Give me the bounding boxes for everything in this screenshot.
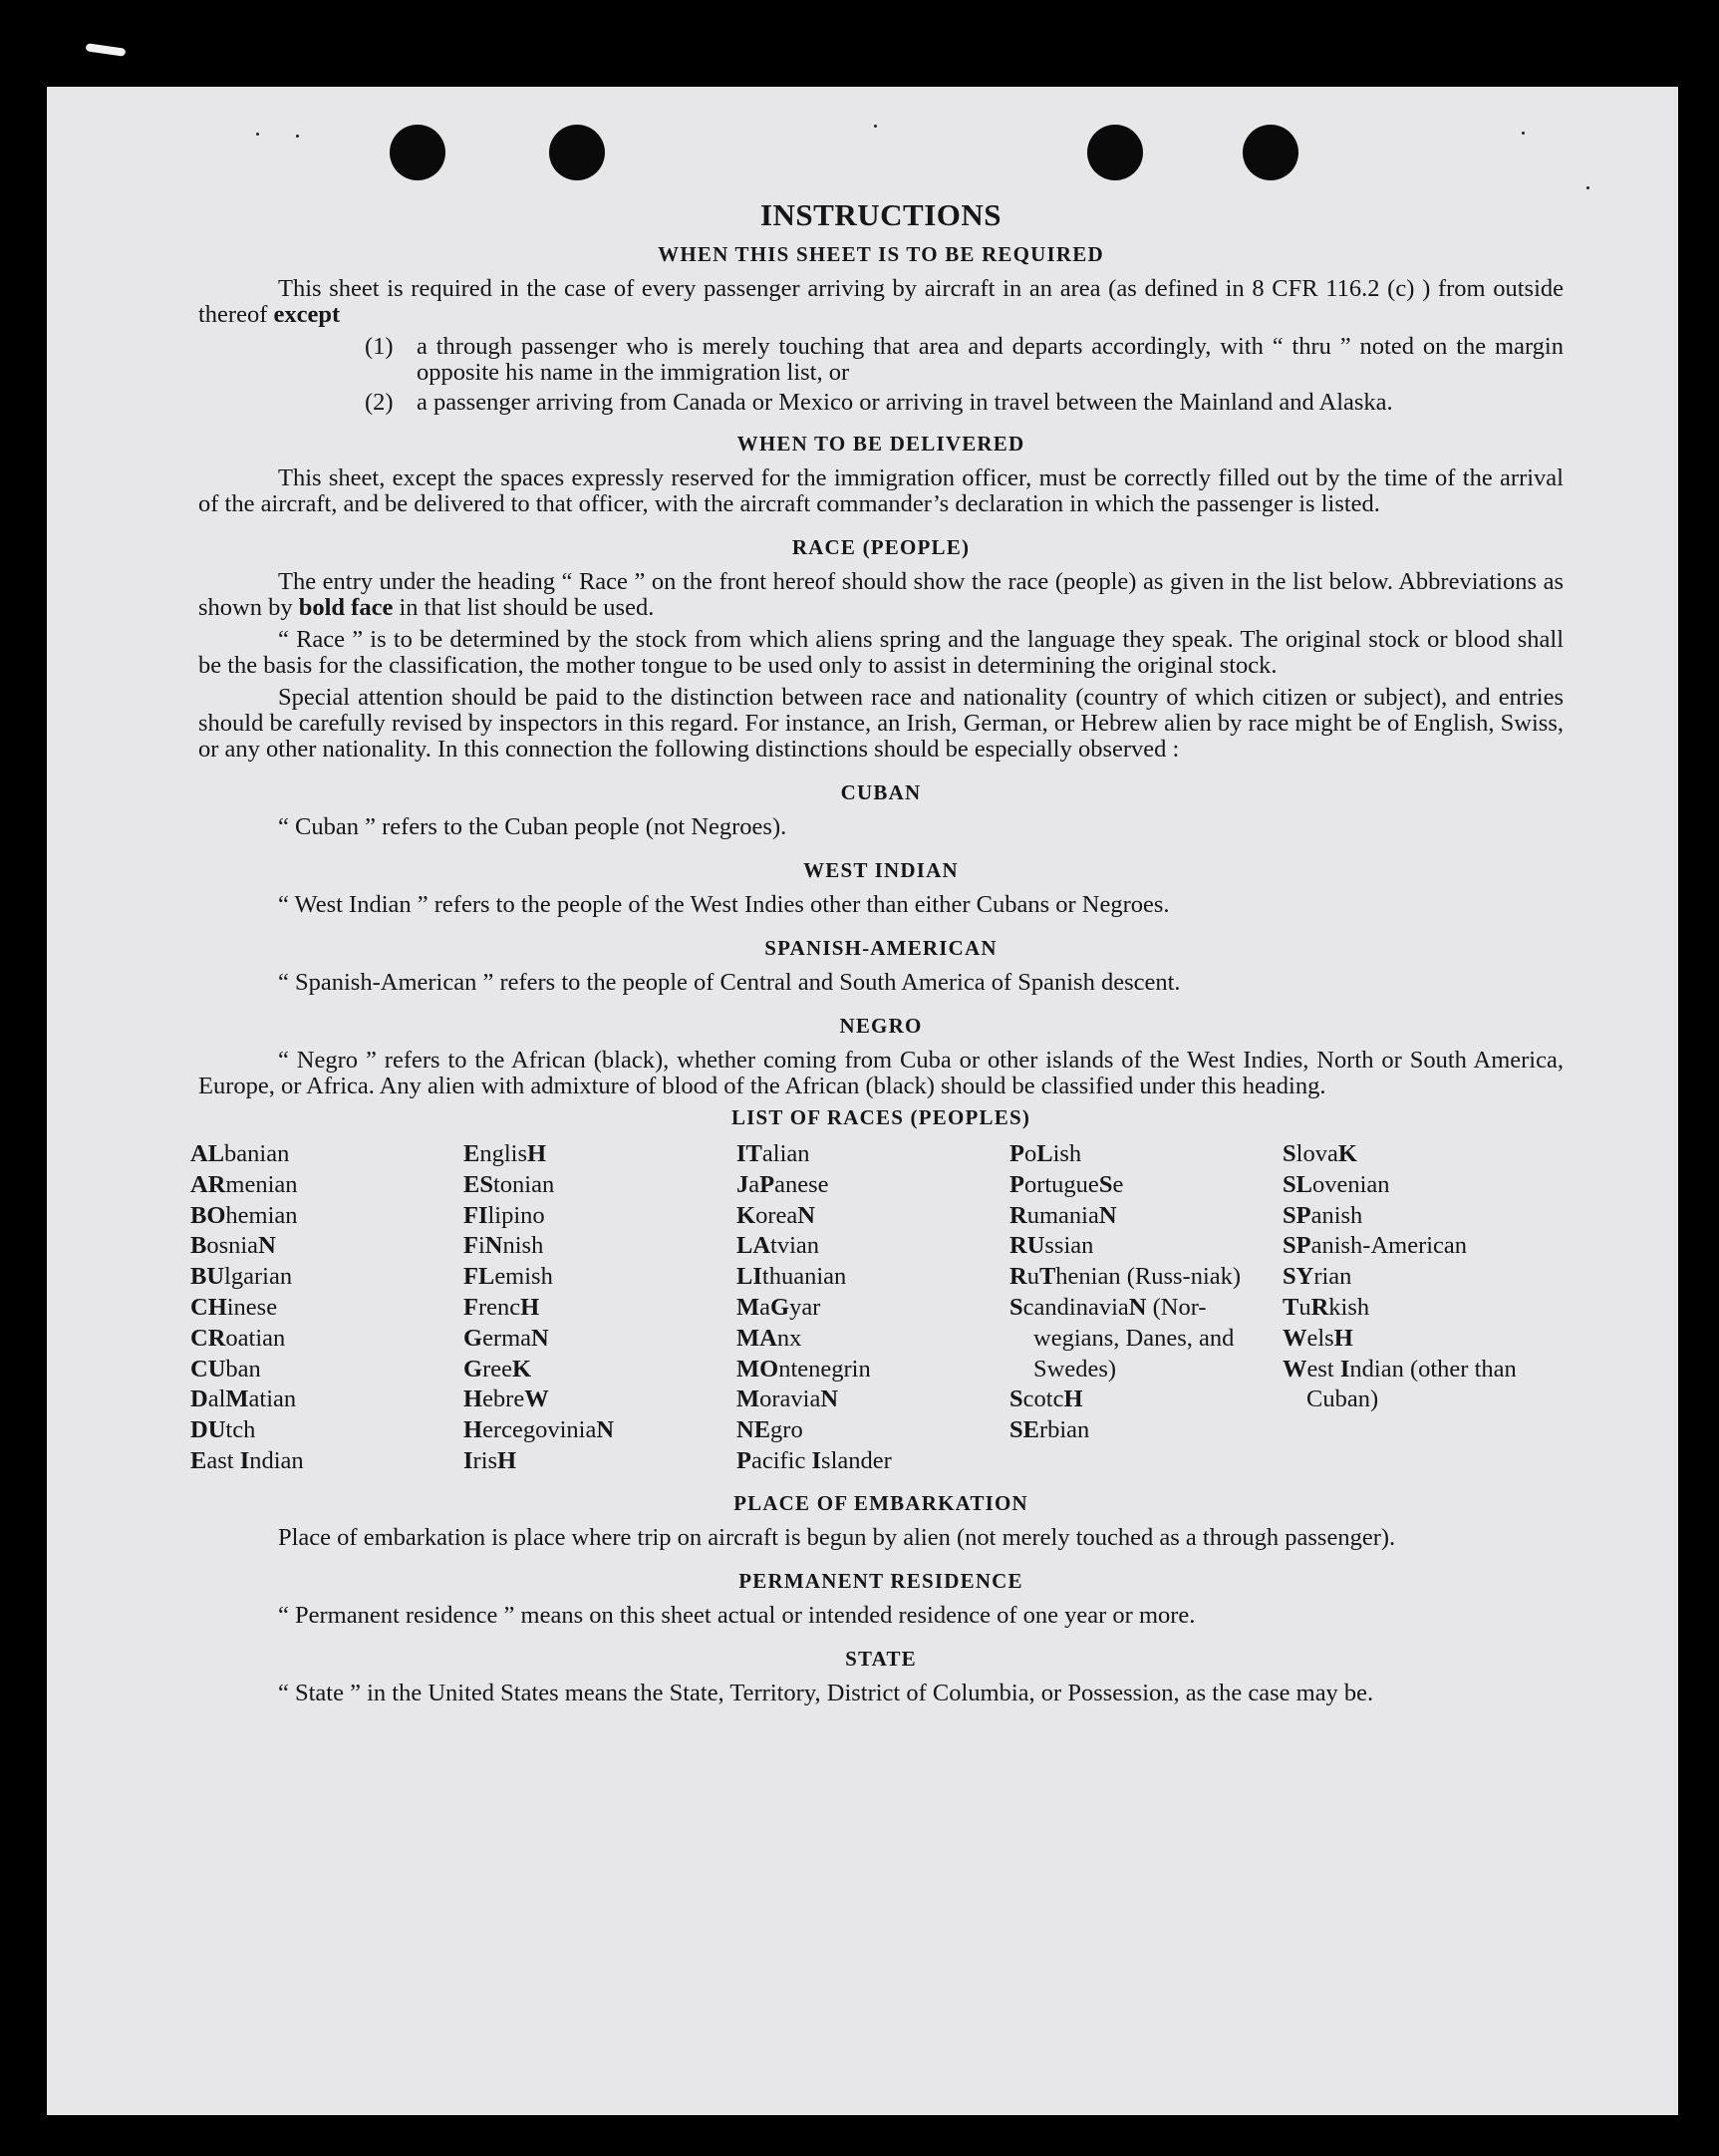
race-abbrev: CU — [190, 1355, 226, 1383]
race-abbrev: M — [736, 1386, 760, 1413]
race-abbrev: H — [497, 1446, 517, 1474]
race-text: rian — [1313, 1263, 1352, 1291]
section-heading-embarkation: PLACE OF EMBARKATION — [733, 1490, 1028, 1515]
race-abbrev: E — [463, 1140, 480, 1167]
race-text: nx — [776, 1324, 802, 1352]
negro-text: “ Negro ” refers to the African (black), whether coming from Cuba or other islands of the West Indies, North or South America, Europe, or Africa. Any alien with admixture of blood of the African (black) should be classified under this heading. — [198, 1047, 1564, 1099]
race-text: tch — [225, 1416, 256, 1444]
race-text: orea — [755, 1201, 798, 1229]
list-of-races-heading: LIST OF RACES (PEOPLES) — [730, 1105, 1031, 1129]
race-paragraph-2: “ Race ” is to be determined by the stock from which aliens spring and the language they speak. The original stock or blood shall be the basis for the classification, the mother tongue to be used only to assist in determining the original stock. — [198, 626, 1564, 679]
race-entry — [463, 1385, 736, 1415]
race-abbrev: I — [811, 1446, 822, 1474]
race-abbrev: SL — [1283, 1170, 1312, 1198]
race-abbrev: N — [797, 1201, 815, 1229]
race-abbrev: RU — [1009, 1232, 1045, 1260]
race-text: ban — [225, 1355, 261, 1383]
race-abbrev: K — [736, 1201, 756, 1229]
punch-hole — [390, 125, 445, 180]
race-entry — [463, 1324, 736, 1355]
race-entry — [190, 1446, 463, 1477]
race-entry — [463, 1262, 736, 1293]
race-entry — [1283, 1262, 1556, 1293]
race-p1-text: The entry under the heading “ Race ” on the front hereof should show the race (people) as given in the list below. Abbreviations as shown by — [198, 568, 1564, 621]
scan-artifact-mark — [86, 43, 127, 56]
section-heading-west-indian: WEST INDIAN — [803, 858, 959, 882]
speck — [296, 135, 299, 138]
race-entry — [1283, 1139, 1556, 1170]
race-abbrev: SY — [1283, 1263, 1314, 1291]
race-text: lipino — [487, 1201, 545, 1229]
race-text: lgarian — [224, 1263, 293, 1291]
race-text: alian — [761, 1140, 810, 1167]
speck — [1586, 186, 1589, 189]
race-abbrev: G — [463, 1355, 483, 1383]
race-entry — [736, 1355, 1009, 1386]
race-abbrev: LI — [736, 1263, 762, 1291]
race-abbrev: N — [1098, 1201, 1117, 1229]
race-entry — [736, 1415, 1009, 1446]
race-abbrev: E — [190, 1446, 207, 1474]
race-text: ast — [206, 1446, 240, 1474]
race-abbrev: N — [484, 1232, 503, 1260]
race-abbrev: MA — [736, 1324, 777, 1352]
race-abbrev: CH — [190, 1293, 227, 1321]
race-text: u — [1298, 1293, 1311, 1321]
race-entry — [190, 1415, 463, 1446]
race-p1-bold: bold face — [298, 594, 394, 621]
exception-number: (1) — [365, 333, 394, 360]
race-abbrev: NE — [736, 1416, 771, 1444]
race-text: oatian — [225, 1324, 286, 1352]
race-abbrev: R — [1310, 1293, 1329, 1321]
race-entry — [736, 1385, 1009, 1415]
race-entry — [463, 1201, 736, 1232]
race-abbrev: F — [463, 1293, 478, 1321]
race-text: acific — [750, 1446, 812, 1474]
speck — [874, 125, 877, 128]
race-abbrev: D — [190, 1386, 208, 1413]
race-abbrev: W — [1283, 1355, 1307, 1383]
race-text: thuanian — [761, 1263, 847, 1291]
punch-hole — [549, 125, 605, 180]
section-heading-residence: PERMANENT RESIDENCE — [738, 1568, 1023, 1593]
instructions-content — [190, 197, 1564, 1706]
race-abbrev: N — [1128, 1293, 1147, 1321]
race-abbrev: ES — [463, 1170, 493, 1198]
race-abbrev: N — [596, 1416, 615, 1444]
west-indian-text: “ West Indian ” refers to the people of the West Indies other than either Cubans or Negroes. — [278, 891, 1170, 918]
race-text: al — [207, 1386, 226, 1413]
race-text: anese — [774, 1170, 829, 1198]
punch-hole — [1087, 125, 1143, 180]
race-text: ssian — [1044, 1232, 1094, 1260]
race-entry — [190, 1139, 463, 1170]
race-abbrev: H — [527, 1140, 547, 1167]
race-abbrev: S — [1098, 1170, 1113, 1198]
race-text: ortugue — [1023, 1170, 1099, 1198]
embarkation-text: Place of embarkation is place where trip on aircraft is begun by alien (not merely touched as a through passenger). — [278, 1523, 1396, 1551]
required-intro-text: This sheet is required in the case of every passenger arriving by aircraft in an area (as defined in 8 CFR 116.2 (c) ) from outside thereof — [198, 275, 1564, 328]
race-abbrev: FI — [463, 1201, 488, 1229]
race-text: kish — [1328, 1293, 1370, 1321]
race-text: nglis — [479, 1140, 527, 1167]
race-abbrev: K — [511, 1355, 532, 1383]
race-text: yar — [789, 1293, 821, 1321]
race-abbrev: DU — [190, 1416, 226, 1444]
section-heading-negro: NEGRO — [839, 1014, 923, 1038]
races-column — [1009, 1139, 1283, 1477]
race-text: ris — [472, 1446, 498, 1474]
race-text: umania — [1026, 1201, 1099, 1229]
race-abbrev: G — [770, 1293, 790, 1321]
race-text: u — [1026, 1263, 1039, 1291]
races-list — [190, 1139, 1564, 1477]
punch-hole — [1243, 125, 1298, 180]
race-entry — [736, 1201, 1009, 1232]
race-entry — [1009, 1170, 1283, 1201]
exception-item — [365, 334, 1564, 386]
race-text: ndian — [249, 1446, 304, 1474]
race-text: rbian — [1038, 1416, 1090, 1444]
race-entry — [463, 1446, 736, 1477]
race-text: (Nor-wegians, Danes, and Swedes) — [1033, 1293, 1235, 1383]
race-text: slander — [821, 1446, 892, 1474]
race-abbrev: N — [531, 1324, 549, 1352]
race-abbrev: P — [1009, 1140, 1024, 1167]
races-column — [463, 1139, 736, 1477]
race-abbrev: H — [520, 1293, 540, 1321]
race-text: inese — [226, 1293, 278, 1321]
race-entry — [463, 1231, 736, 1262]
race-abbrev: R — [1009, 1263, 1027, 1291]
race-abbrev: K — [1337, 1140, 1357, 1167]
race-paragraph-3: Special attention should be paid to the distinction between race and nationality (country of which citizen or subject), and entries should be carefully revised by inspectors in this regard. For instance, an Irish, German, or Hebrew alien by race might be of English, Swiss, or any other nationality. In this connection the following distinctions should be especially observed : — [198, 684, 1564, 763]
exception-number: (2) — [365, 389, 394, 416]
race-text: ree — [482, 1355, 512, 1383]
race-entry — [1283, 1324, 1556, 1355]
race-text: ebre — [482, 1386, 525, 1413]
race-abbrev: CR — [190, 1324, 226, 1352]
race-text: e — [1112, 1170, 1124, 1198]
race-entry — [1283, 1293, 1556, 1324]
cuban-text: “ Cuban ” refers to the Cuban people (not Negroes). — [278, 813, 787, 840]
race-entry — [190, 1385, 463, 1415]
race-entry — [736, 1293, 1009, 1324]
race-entry — [190, 1293, 463, 1324]
race-text: ovenian — [1311, 1170, 1390, 1198]
race-abbrev: L — [1036, 1140, 1053, 1167]
race-abbrev: SP — [1283, 1201, 1311, 1229]
race-entry — [190, 1170, 463, 1201]
race-text: banian — [224, 1140, 290, 1167]
race-abbrev: S — [1009, 1386, 1023, 1413]
race-abbrev: T — [1283, 1293, 1299, 1321]
race-abbrev: B — [190, 1232, 207, 1260]
race-text: erma — [482, 1324, 532, 1352]
race-p1-text-end: in that list should be used. — [399, 594, 655, 621]
race-text: lova — [1295, 1140, 1338, 1167]
race-text: gro — [770, 1416, 803, 1444]
race-abbrev: T — [1038, 1263, 1056, 1291]
race-entry — [463, 1139, 736, 1170]
delivered-text: This sheet, except the spaces expressly reserved for the immigration officer, must be correctly filled out by the time of the arrival of the aircraft, and be delivered to that officer, with the aircraft commander’s declaration in which the passenger is listed. — [198, 464, 1564, 517]
race-text: cotc — [1022, 1386, 1064, 1413]
speck — [1522, 132, 1525, 135]
race-entry — [736, 1446, 1009, 1477]
exceptions-list — [365, 334, 1564, 416]
speck — [256, 133, 259, 136]
race-abbrev: MO — [736, 1355, 779, 1383]
race-abbrev: BO — [190, 1201, 226, 1229]
residence-text: “ Permanent residence ” means on this sheet actual or intended residence of one year or more. — [278, 1601, 1196, 1629]
race-abbrev: LA — [736, 1232, 771, 1260]
race-text: atian — [248, 1386, 297, 1413]
spanish-american-text: “ Spanish-American ” refers to the people of Central and South America of Spanish descent. — [278, 969, 1181, 996]
race-entry — [1009, 1262, 1283, 1293]
race-abbrev: G — [463, 1324, 483, 1352]
race-entry — [1283, 1231, 1556, 1262]
race-abbrev: H — [1333, 1324, 1353, 1352]
section-heading-required: WHEN THIS SHEET IS TO BE REQUIRED — [658, 242, 1104, 266]
race-text: tonian — [492, 1170, 555, 1198]
races-column — [190, 1139, 463, 1477]
race-text: candinavia — [1022, 1293, 1129, 1321]
race-text: est — [1306, 1355, 1340, 1383]
race-abbrev: I — [1339, 1355, 1350, 1383]
race-text: ntenegrin — [778, 1355, 871, 1383]
race-entry — [190, 1355, 463, 1386]
state-text: “ State ” in the United States means the State, Territory, District of Columbia, or Possession, as the case may be. — [278, 1679, 1374, 1706]
race-text: a — [748, 1170, 760, 1198]
race-text: o — [1023, 1140, 1037, 1167]
race-text: ish — [1052, 1140, 1082, 1167]
race-abbrev: AL — [190, 1140, 225, 1167]
exception-item — [365, 390, 1564, 416]
races-column — [736, 1139, 1009, 1477]
race-text: nish — [502, 1232, 544, 1260]
race-text: hemian — [225, 1201, 298, 1229]
exception-text: a through passenger who is merely touching that area and departs accordingly, with “ thru ” noted on the margin opposite his name in the immigration list, or — [417, 333, 1564, 386]
race-abbrev: I — [239, 1446, 250, 1474]
race-abbrev: P — [759, 1170, 775, 1198]
section-heading-delivered: WHEN TO BE DELIVERED — [736, 432, 1025, 456]
race-entry — [190, 1231, 463, 1262]
race-entry — [1009, 1231, 1283, 1262]
race-entry — [1009, 1415, 1283, 1446]
race-entry — [1283, 1201, 1556, 1232]
section-heading-race: RACE (PEOPLE) — [791, 535, 971, 559]
race-text: i — [477, 1232, 485, 1260]
race-text: osnia — [206, 1232, 259, 1260]
race-text: menian — [225, 1170, 298, 1198]
race-abbrev: SE — [1009, 1416, 1039, 1444]
race-abbrev: H — [463, 1416, 483, 1444]
race-abbrev: BU — [190, 1263, 225, 1291]
race-text: a — [759, 1293, 770, 1321]
race-text: ercegovinia — [482, 1416, 597, 1444]
document-page — [47, 87, 1678, 2115]
race-text: anish-American — [1310, 1232, 1468, 1260]
race-entry — [1009, 1385, 1283, 1415]
race-abbrev: I — [463, 1446, 473, 1474]
race-abbrev: N — [820, 1386, 839, 1413]
race-abbrev: S — [1283, 1140, 1296, 1167]
race-abbrev: S — [1009, 1293, 1023, 1321]
race-entry — [463, 1170, 736, 1201]
exception-text: a passenger arriving from Canada or Mexico or arriving in travel between the Mainland and Alaska. — [417, 389, 1393, 416]
race-abbrev: N — [258, 1232, 276, 1260]
race-entry — [1283, 1355, 1556, 1416]
race-entry — [736, 1139, 1009, 1170]
race-entry — [736, 1324, 1009, 1355]
race-abbrev: M — [736, 1293, 760, 1321]
section-heading-state: STATE — [845, 1646, 917, 1671]
race-text: oravia — [759, 1386, 821, 1413]
race-entry — [463, 1293, 736, 1324]
section-heading-spanish-american: SPANISH-AMERICAN — [764, 936, 998, 960]
race-abbrev: P — [736, 1446, 751, 1474]
race-entry — [1009, 1139, 1283, 1170]
race-entry — [1009, 1201, 1283, 1232]
race-entry — [736, 1262, 1009, 1293]
race-text: els — [1306, 1324, 1334, 1352]
page-title: INSTRUCTIONS — [759, 197, 1002, 232]
race-abbrev: FL — [463, 1263, 495, 1291]
race-abbrev: AR — [190, 1170, 226, 1198]
race-abbrev: H — [1063, 1386, 1083, 1413]
race-abbrev: P — [1009, 1170, 1024, 1198]
race-abbrev: IT — [736, 1140, 762, 1167]
race-text: renc — [477, 1293, 521, 1321]
race-abbrev: W — [1283, 1324, 1307, 1352]
race-abbrev: R — [1009, 1201, 1027, 1229]
race-abbrev: M — [225, 1386, 249, 1413]
required-intro — [198, 276, 1564, 328]
race-text: emish — [494, 1263, 553, 1291]
race-abbrev: F — [463, 1232, 478, 1260]
race-text: tvian — [770, 1232, 820, 1260]
section-heading-cuban: CUBAN — [840, 780, 922, 804]
race-entry — [463, 1355, 736, 1386]
race-entry — [463, 1415, 736, 1446]
race-abbrev: W — [524, 1386, 549, 1413]
races-column — [1283, 1139, 1556, 1477]
race-entry — [736, 1231, 1009, 1262]
race-text: henian (Russ-niak) — [1055, 1263, 1242, 1291]
race-abbrev: SP — [1283, 1232, 1311, 1260]
race-entry — [736, 1170, 1009, 1201]
race-text: ndian (other than Cuban) — [1306, 1355, 1517, 1413]
required-intro-bold: except — [273, 301, 341, 328]
race-entry — [190, 1262, 463, 1293]
race-paragraph-1 — [198, 569, 1564, 621]
race-entry — [1283, 1170, 1556, 1201]
race-text: anish — [1310, 1201, 1363, 1229]
race-entry — [1009, 1293, 1283, 1385]
race-abbrev: H — [463, 1386, 483, 1413]
race-entry — [190, 1324, 463, 1355]
race-entry — [190, 1201, 463, 1232]
race-abbrev: J — [736, 1170, 749, 1198]
